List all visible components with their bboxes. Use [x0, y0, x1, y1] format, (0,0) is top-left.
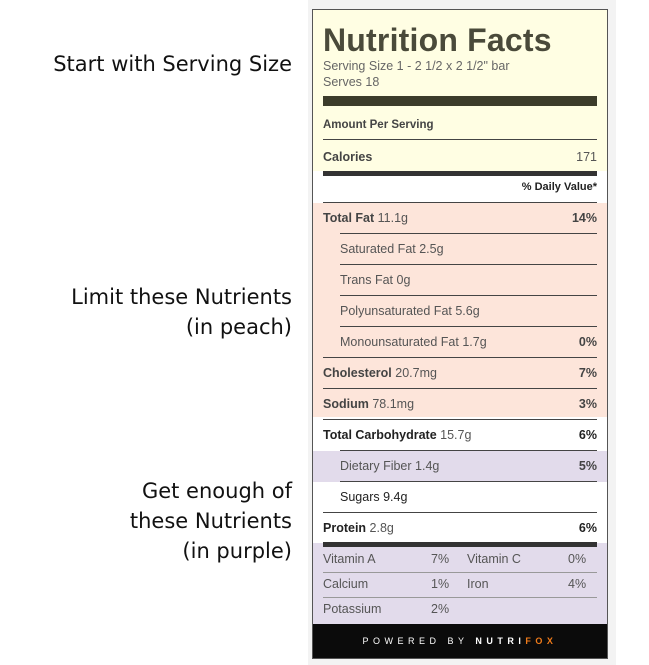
divider	[323, 139, 597, 140]
nutrient-name: Total Fat	[323, 211, 375, 225]
annotation-enough-line2: these Nutrients	[129, 509, 292, 533]
nutrient-dv: 14%	[571, 211, 597, 225]
divider	[340, 481, 597, 482]
nutrient-row-trans-fat	[340, 273, 410, 287]
medium-divider	[323, 171, 597, 176]
serving-size: Serving Size 1 - 2 1/2 x 2 1/2" bar	[323, 59, 510, 73]
nutrient-name: Dietary Fiber	[340, 459, 412, 473]
divider	[340, 264, 597, 265]
nutrition-label	[312, 9, 608, 659]
servings-count: Serves 18	[323, 75, 380, 89]
calcium-name: Calcium	[323, 577, 369, 591]
nutrient-amount: 15.7g	[440, 428, 472, 442]
annotation-limit-line2: (in peach)	[185, 315, 292, 339]
nutrient-row-polyunsaturated-fat	[340, 304, 480, 318]
calories-value: 171	[576, 150, 597, 164]
divider	[340, 450, 597, 451]
nutrient-amount: 11.1g	[377, 211, 408, 225]
nutrient-amount: 2.8g	[369, 521, 394, 535]
nutrient-row-dietary-fiber	[340, 459, 439, 473]
nutrient-row-sodium	[323, 397, 414, 411]
annotation-serving-size	[53, 49, 292, 79]
label-title: Nutrition Facts	[323, 22, 552, 58]
nutrient-name: Cholesterol	[323, 366, 392, 380]
thick-divider	[323, 96, 597, 106]
iron-name: Iron	[467, 577, 489, 591]
nutrient-amount: 78.1mg	[372, 397, 415, 411]
amount-per-serving: Amount Per Serving	[323, 119, 434, 131]
daily-value-header: % Daily Value*	[521, 181, 597, 193]
brand-name: NUTRI	[475, 636, 526, 646]
divider	[340, 326, 597, 327]
vitamin-a-dv: 7%	[431, 552, 450, 566]
nutrient-name: Sodium	[323, 397, 369, 411]
nutrient-dv: 3%	[578, 397, 597, 411]
nutrient-row-cholesterol	[323, 366, 437, 380]
nutrient-row-total-carbohydrate	[323, 428, 471, 442]
divider	[323, 512, 597, 513]
vitamin-a-name: Vitamin A	[323, 552, 376, 566]
nutrient-name: Saturated Fat	[340, 242, 416, 256]
brand-accent: FOX	[525, 636, 558, 646]
nutrient-name: Polyunsaturated Fat	[340, 304, 452, 318]
nutrient-row-sugars	[340, 490, 407, 504]
nutrient-name: Monounsaturated Fat	[340, 335, 459, 349]
calories-label: Calories	[323, 150, 373, 164]
nutrient-amount: 9.4g	[383, 490, 408, 504]
nutrient-name: Protein	[323, 521, 367, 535]
annotation-enough-line1: Get enough of	[141, 479, 292, 503]
calcium-dv: 1%	[431, 577, 450, 591]
powered-by-footer	[313, 624, 607, 658]
divider	[340, 233, 597, 234]
nutrient-dv: 6%	[578, 521, 597, 535]
annotation-enough-nutrients	[130, 476, 292, 566]
nutrient-dv: 6%	[578, 428, 597, 442]
powered-by-text: POWERED BY	[362, 636, 469, 646]
nutrient-amount: 1.7g	[462, 335, 487, 349]
nutrient-row-protein	[323, 521, 394, 535]
nutrient-amount: 5.6g	[455, 304, 480, 318]
potassium-name: Potassium	[323, 602, 382, 616]
nutrient-name: Total Carbohydrate	[323, 428, 437, 442]
potassium-dv: 2%	[431, 602, 450, 616]
nutrient-dv: 0%	[578, 335, 597, 349]
nutrient-dv: 7%	[578, 366, 597, 380]
divider	[323, 597, 597, 598]
annotation-enough-line3: (in purple)	[182, 539, 292, 563]
vitamin-c-dv: 0%	[568, 552, 587, 566]
nutrient-row-monounsaturated-fat	[340, 335, 487, 349]
nutrient-dv: 5%	[578, 459, 597, 473]
nutrient-row-saturated-fat	[340, 242, 444, 256]
divider	[323, 572, 597, 573]
divider	[323, 357, 597, 358]
vitamin-c-name: Vitamin C	[467, 552, 521, 566]
divider	[323, 419, 597, 420]
nutrient-amount: 0g	[396, 273, 411, 287]
annotation-limit-nutrients	[71, 282, 292, 342]
nutrient-row-total-fat	[323, 211, 408, 225]
divider	[340, 295, 597, 296]
nutrient-name: Sugars	[340, 490, 380, 504]
nutrient-amount: 1.4g	[415, 459, 440, 473]
medium-divider	[323, 542, 597, 547]
annotation-limit-line1: Limit these Nutrients	[71, 285, 292, 309]
nutrient-amount: 20.7mg	[395, 366, 437, 380]
iron-dv: 4%	[568, 577, 587, 591]
nutrient-amount: 2.5g	[419, 242, 444, 256]
divider	[323, 202, 597, 203]
annotation-serving-text: Start with Serving Size	[53, 52, 292, 76]
nutrient-name: Trans Fat	[340, 273, 394, 287]
divider	[323, 388, 597, 389]
